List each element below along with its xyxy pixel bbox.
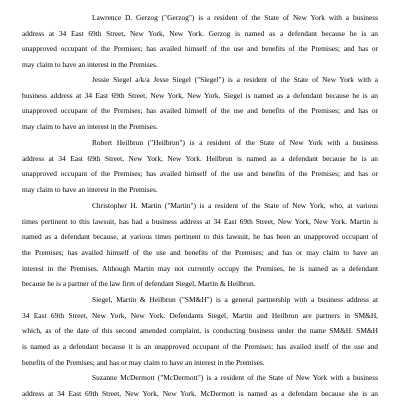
paragraph-line: address at 34 East 69th Street, New York, New York. Gerzog is named as a defendant because he is an bbox=[22, 28, 378, 38]
paragraph-line: address at 34 East 69th Street, New York, New York. McDermott is named as a defendant because she is an bbox=[22, 388, 378, 398]
paragraph-line: is named as a defendant because it is an unapproved occupant of the Premises; has availed itself of the use and bbox=[22, 342, 378, 352]
paragraph-line: the Premises; has availed himself of the use and benefits of the Premises; and has or may claim to have an bbox=[22, 248, 378, 258]
paragraph-line: business address at 34 East 69th Street, New York, New York. Siegel is named as a defendant because he is an bbox=[22, 90, 378, 100]
paragraph-line: unapproved occupant of the Premises; has availed himself of the use and benefits of the Premises; and has or bbox=[22, 106, 378, 116]
top-fragment bbox=[22, 0, 51, 1]
paragraph-smh bbox=[22, 292, 378, 370]
paragraph-line: Robert Heilbrun ("Heilbrun") is a resident of the State of New York with a business bbox=[92, 138, 378, 147]
paragraph-line: which, as of the date of this second amended complaint, is conducting business under the name SM&H. SM&H bbox=[22, 326, 378, 336]
paragraph-line: benefits of the Premises; and has or may claim to have an interest in the Premises. bbox=[22, 357, 265, 367]
paragraph-line: times pertinent to this lawsuit, has had a business address at 34 East 69th Street, New York, New York. Martin is bbox=[22, 216, 378, 226]
paragraph-mcdermott bbox=[22, 370, 378, 400]
paragraph-line: address at 34 East 69th Street, New York, New York. Heilbrun is named as a defendant because he is an bbox=[22, 153, 378, 163]
paragraph-line: may claim to have an interest in the Premises. bbox=[22, 185, 158, 195]
paragraph-line: interest in the Premises. Although Martin may not currently occupy the Premises, he is named as a defendant bbox=[22, 263, 378, 273]
paragraph-siegel bbox=[22, 72, 378, 135]
paragraph-gerzog bbox=[22, 10, 378, 73]
paragraph-line: Siegel, Martin & Heilbrun ("SM&H") is a general partnership with a business address at bbox=[92, 295, 378, 304]
paragraph-line: Lawrence D. Gerzog ("Gerzog") is a resident of the State of New York with a business bbox=[92, 13, 378, 22]
paragraph-line: named as a defendant because, at various times pertinent to this lawsuit, he has been an unapproved occupant of bbox=[22, 232, 378, 242]
paragraph-line: unapproved occupant of the Premises; has availed himself of the use and benefits of the Premises; and has or bbox=[22, 44, 378, 54]
paragraph-line: Christopher H. Martin ("Martin") is a resident of the State of New York, who, at various bbox=[92, 201, 378, 210]
paragraph-line: 34 East 69th Street, New York, New York. Defendants Siegel, Martin and Heilbrun are partners in SM&H, bbox=[22, 310, 378, 320]
paragraph-martin bbox=[22, 198, 378, 292]
paragraph-line: because he is a partner of the law firm of defendant Siegel, Martin & Heilbrun. bbox=[22, 279, 256, 289]
paragraph-line: unapproved occupant of the Premises; has availed himself of the use and benefits of the Premises; and has or bbox=[22, 169, 378, 179]
paragraph-line: may claim to have an interest in the Premises. bbox=[22, 60, 158, 70]
paragraph-line: may claim to have an interest in the Premises. bbox=[22, 122, 158, 132]
paragraph-line: Jessie Siegel a/k/a Jesse Siegel ("Siegel") is a resident of the State of New York with a bbox=[92, 75, 378, 84]
paragraph-heilbrun bbox=[22, 135, 378, 198]
paragraph-line: Suzanne McDermott ("McDermott") is a resident of the State of New York with a business bbox=[92, 373, 378, 382]
